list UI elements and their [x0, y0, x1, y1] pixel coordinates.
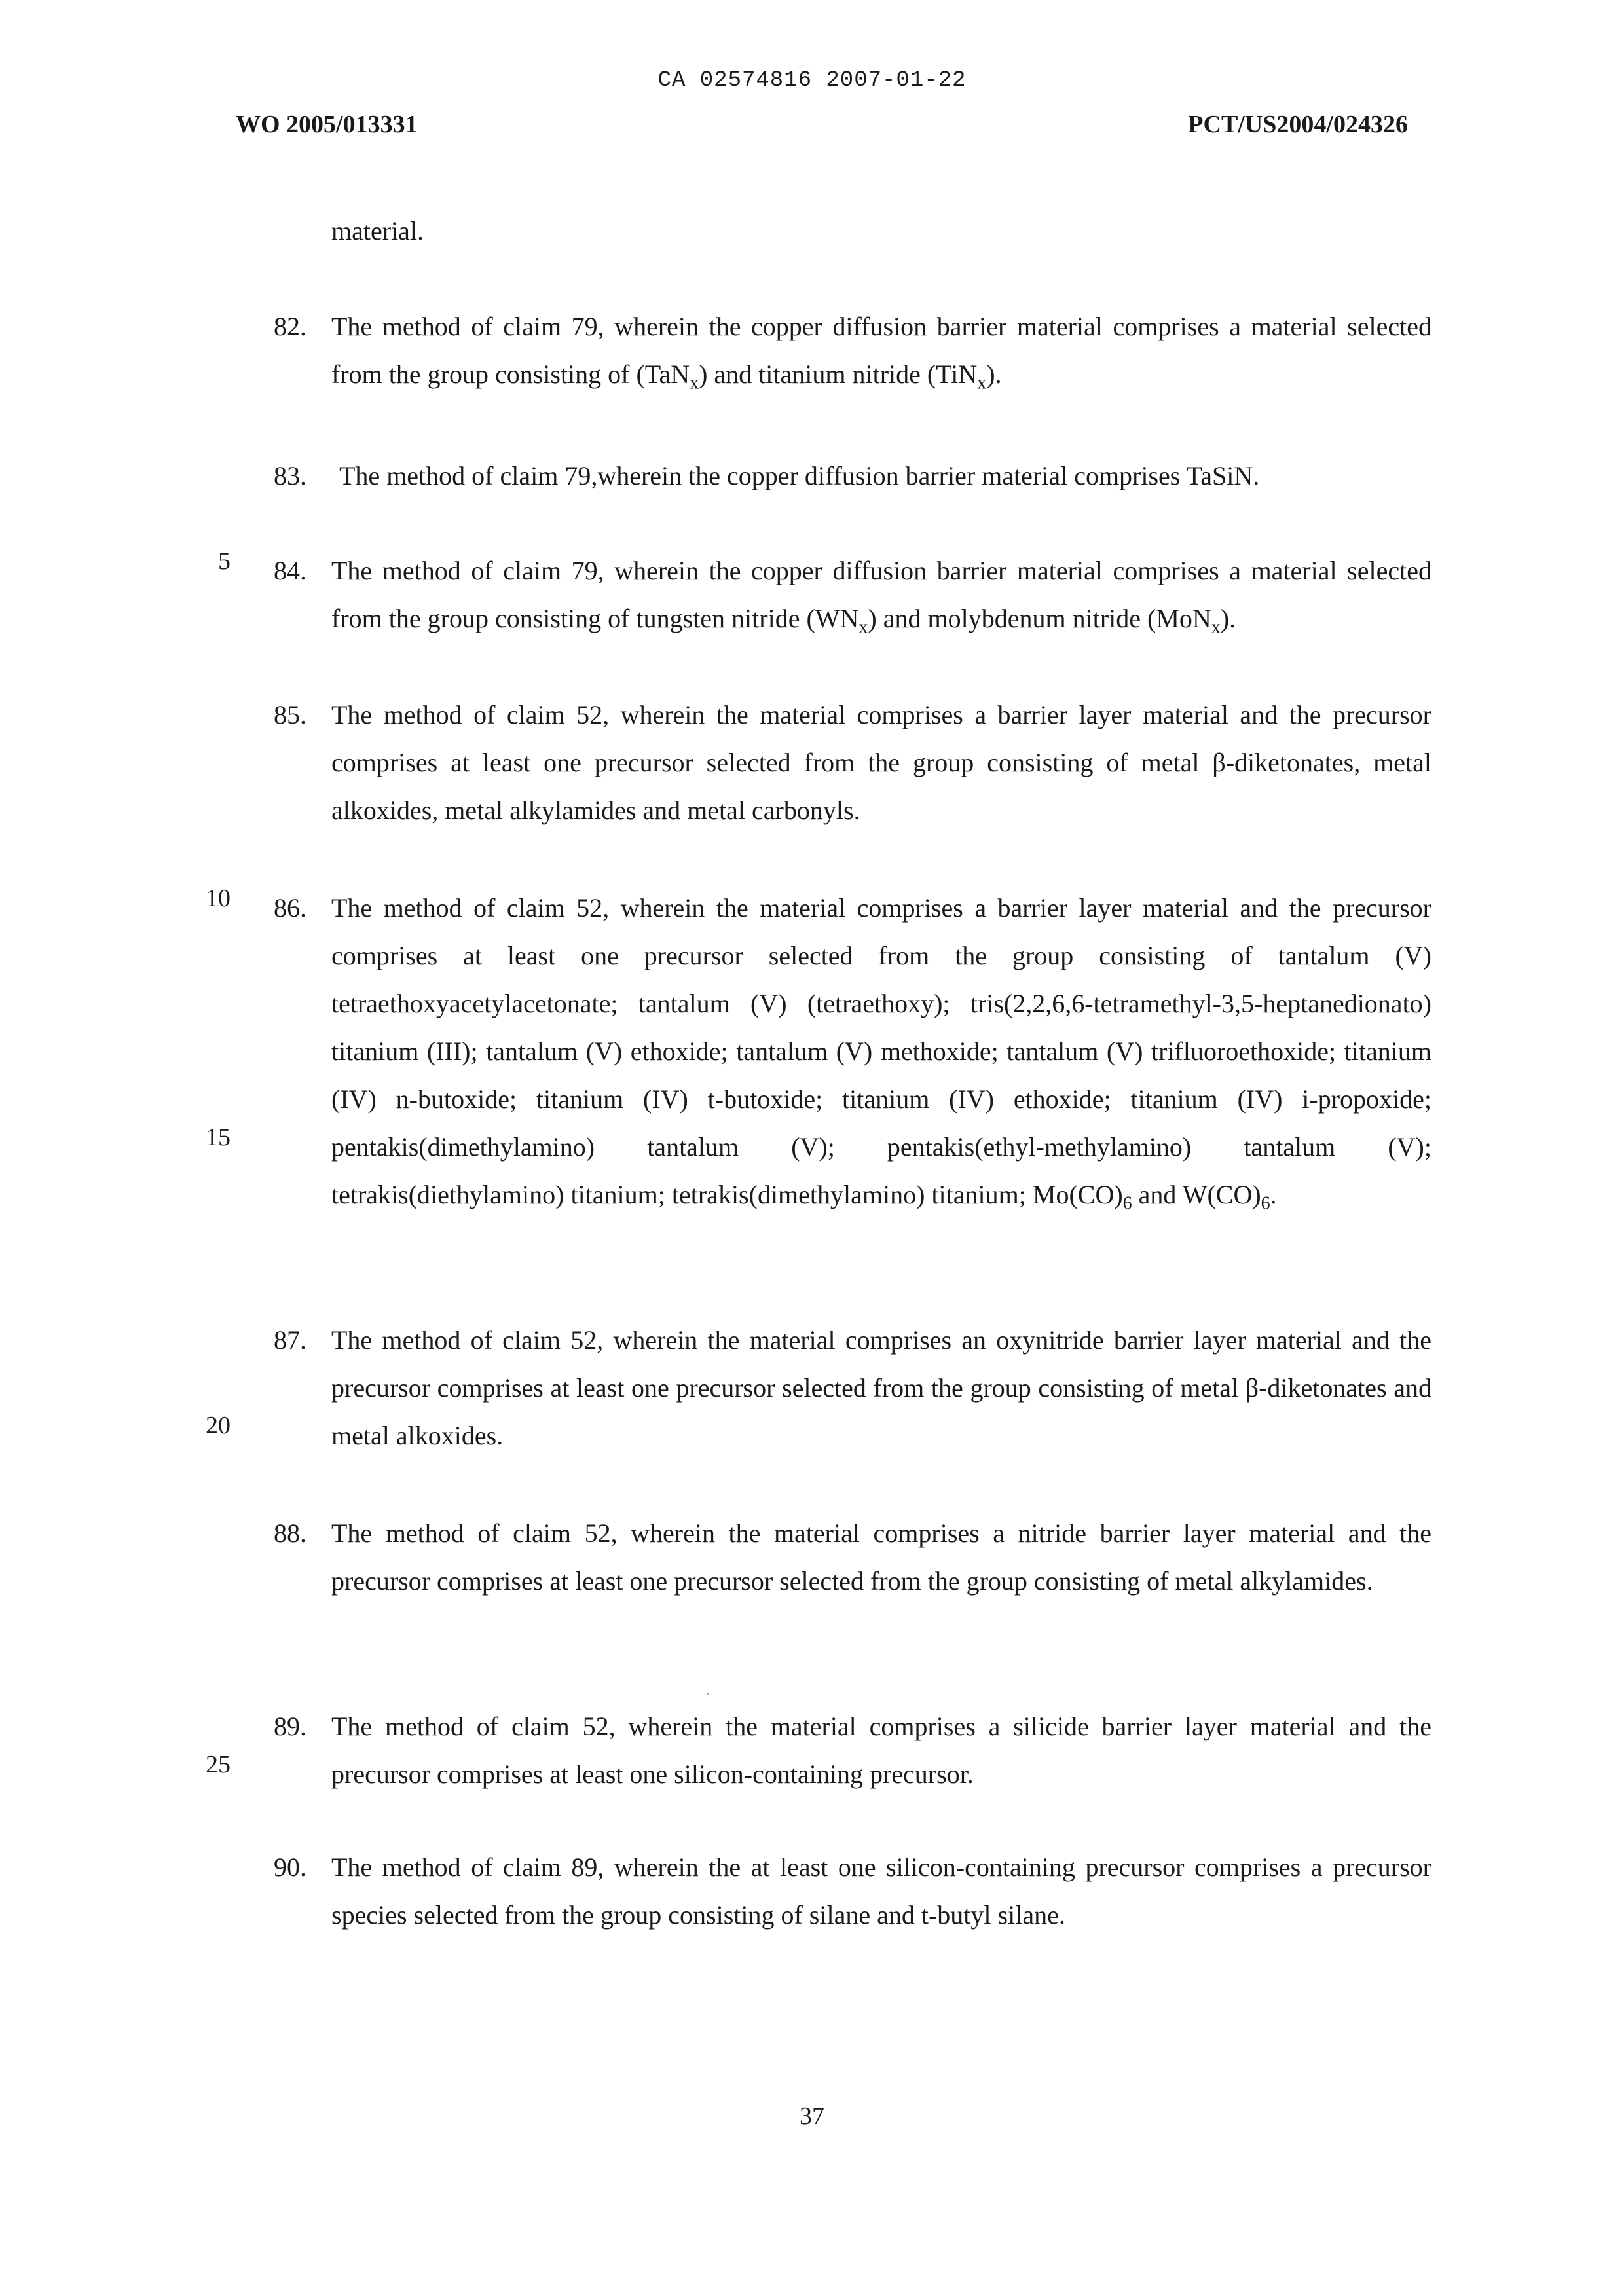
claim-text: The method of claim 52, wherein the material comprises a barrier layer material and the precursor comprises at least one precursor selected from the group consisting of tantalum (V) tetraethoxyacetylacetonate; tantalum (V) (tetraethoxy); tris(2,2,6,6-tetramethyl-3,5-heptanedionato) titanium (III); tantalum (V) ethoxide; tantalum (V) methoxide; tantalum (V) trifluoroethoxide; titanium (IV) n-butoxide; titanium (IV) t-butoxide; titanium (IV) ethoxide; titanium (IV) i-propoxide; pentakis(dimethylamino) tantalum (V); pentakis(ethyl-methylamino) tantalum (V); tetrakis(diethylamino) titanium; tetrakis(dimethylamino) titanium; $Mo(CO)_6$ and $W(CO)_6$.	[331, 893, 1431, 1214]
claim-82	[274, 303, 1431, 398]
margin-line-number: 10	[206, 885, 231, 912]
page-number: 37	[800, 2102, 824, 2130]
claim-84	[274, 547, 1431, 642]
margin-line-number: 20	[206, 1412, 231, 1439]
claim-text: The method of claim 52, wherein the material comprises a barrier layer material and the precursor comprises at least one precursor selected from the group consisting of metal β-diketonates, metal alkoxides, metal alkylamides and metal carbonyls.	[331, 700, 1431, 825]
margin-line-number: 25	[206, 1751, 231, 1778]
claim-number: 82.	[274, 312, 306, 341]
claim-number: 89.	[274, 1712, 306, 1741]
claim-83	[274, 452, 1431, 500]
claim-number: 90.	[274, 1852, 306, 1882]
claim-number: 86.	[274, 893, 306, 923]
claim-86	[274, 884, 1431, 1219]
claim-text: The method of claim 79,wherein the copper diffusion barrier material comprises TaSiN.	[339, 461, 1260, 490]
claim-89	[274, 1702, 1431, 1798]
claim-text: The method of claim 52, wherein the material comprises a nitride barrier layer material and the precursor comprises at least one precursor selected from the group consisting of metal alkylamides.	[331, 1518, 1431, 1596]
claim-88	[274, 1509, 1431, 1605]
claim-number: 84.	[274, 556, 306, 585]
wo-publication-number: WO 2005/013331	[236, 111, 418, 138]
claim-number: 83.	[274, 461, 306, 490]
claim-text: The method of claim 79, wherein the copper diffusion barrier material comprises a material selected from the group consisting of (TaN$_x$) and titanium nitride (TiN$_x$).	[331, 312, 1431, 394]
claim-text: The method of claim 52, wherein the material comprises an oxynitride barrier layer material and the precursor comprises at least one precursor selected from the group consisting of metal β-diketonates and metal alkoxides.	[331, 1325, 1431, 1450]
claim-text: The method of claim 52, wherein the material comprises a silicide barrier layer material and the precursor comprises at least one silicon-containing precursor.	[331, 1712, 1431, 1789]
claim-text: The method of claim 79, wherein the copper diffusion barrier material comprises a material selected from the group consisting of tungsten nitride $(WN_x)$ and molybdenum nitride (MoN$_x$).	[331, 556, 1431, 638]
claim-87	[274, 1316, 1431, 1460]
claim-85	[274, 691, 1431, 834]
claim-text: The method of claim 89, wherein the at least one silicon-containing precursor comprises a precursor species selected from the group consisting of silane and t-butyl silane.	[331, 1852, 1431, 1930]
claim-number: 85.	[274, 700, 306, 729]
ca-document-number: CA 02574816 2007-01-22	[657, 68, 967, 93]
pct-application-number: PCT/US2004/024326	[1188, 111, 1408, 138]
scan-speck	[707, 1693, 709, 1695]
margin-line-number: 15	[206, 1124, 231, 1151]
claim-number: 88.	[274, 1518, 306, 1548]
claim-90	[274, 1843, 1431, 1939]
claim-number: 87.	[274, 1325, 306, 1355]
margin-line-number: 5	[218, 547, 231, 575]
continuation-text: material.	[331, 216, 424, 246]
